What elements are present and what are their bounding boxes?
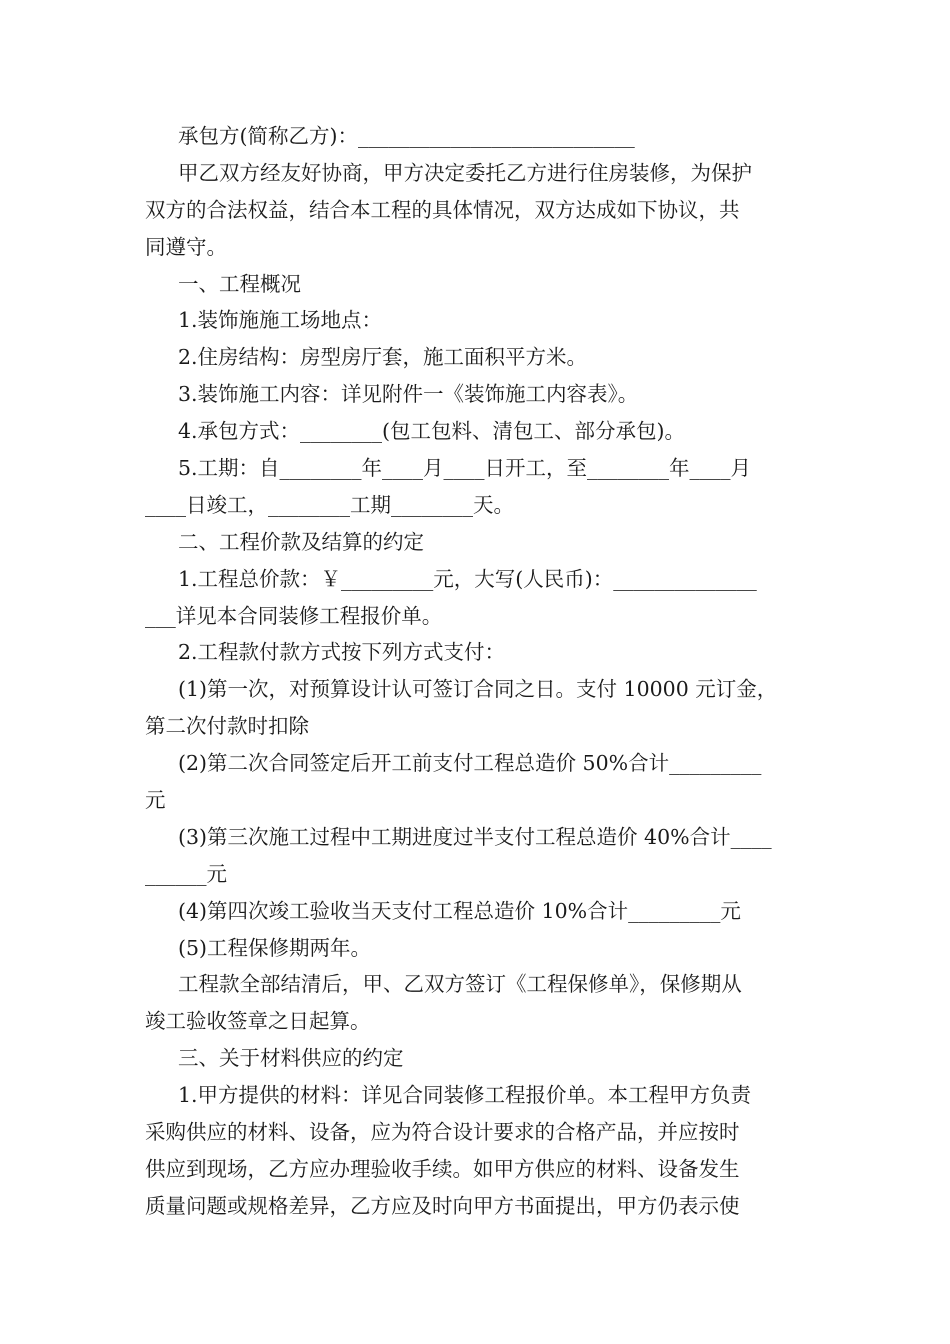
clause-2-1-line-2: ___详见本合同装修工程报价单。 — [145, 603, 443, 628]
clause-3-1-line-3: 供应到现场，乙方应办理验收手续。如甲方供应的材料、设备发生 — [145, 1156, 740, 1181]
clause-1-4: 4.承包方式：________(包工包料、清包工、部分承包)。 — [178, 419, 686, 444]
clause-1-5-line-1: 5.工期：自________年____月____日开工，至________年____月 — [178, 456, 752, 481]
clause-1-1: 1.装饰施施工场地点： — [178, 308, 383, 333]
warranty-line-1: 工程款全部结清后，甲、乙双方签订《工程保修单》，保修期从 — [178, 972, 742, 997]
payment-5: (5)工程保修期两年。 — [178, 935, 372, 960]
contractor-name-line: 承包方(简称乙方)：___________________________ — [178, 124, 635, 148]
section-heading-1: 一、工程概况 — [178, 271, 301, 296]
clause-2-1-line-1: 1.工程总价款：￥_________元，大写(人民币)：______________ — [178, 566, 757, 591]
payment-4: (4)第四次竣工验收当天支付工程总造价 10%合计_________元 — [178, 898, 741, 923]
clause-1-3: 3.装饰施工内容：详见附件一《装饰施工内容表》。 — [178, 382, 639, 407]
preamble-line-1: 甲乙双方经友好协商，甲方决定委托乙方进行住房装修，为保护 — [178, 160, 752, 185]
payment-1-line-1: (1)第一次，对预算设计认可签订合同之日。支付 10000 元订金， — [178, 677, 778, 702]
payment-3-line-2: ______元 — [145, 861, 227, 886]
clause-3-1-line-4: 质量问题或规格差异，乙方应及时向甲方书面提出，甲方仍表示使 — [145, 1193, 740, 1218]
section-heading-2: 二、工程价款及结算的约定 — [178, 529, 424, 554]
contract-page — [145, 118, 810, 1225]
payment-2-line-1: (2)第二次合同签定后开工前支付工程总造价 50%合计_________ — [178, 751, 762, 776]
clause-1-2: 2.住房结构：房型房厅套，施工面积平方米。 — [178, 345, 588, 370]
clause-3-1-line-2: 采购供应的材料、设备，应为符合设计要求的合格产品，并应按时 — [145, 1120, 740, 1145]
clause-3-1-line-1: 1.甲方提供的材料：详见合同装修工程报价单。本工程甲方负责 — [178, 1083, 752, 1108]
payment-1-line-2: 第二次付款时扣除 — [145, 714, 309, 739]
section-heading-3: 三、关于材料供应的约定 — [178, 1046, 404, 1071]
payment-3-line-1: (3)第三次施工过程中工期进度过半支付工程总造价 40%合计____ — [178, 824, 772, 849]
warranty-line-2: 竣工验收签章之日起算。 — [145, 1009, 371, 1034]
preamble-line-3: 同遵守。 — [145, 234, 227, 259]
clause-2-2: 2.工程款付款方式按下列方式支付： — [178, 640, 506, 665]
preamble-line-2: 双方的合法权益，结合本工程的具体情况，双方达成如下协议，共 — [145, 197, 740, 222]
payment-2-line-2: 元 — [145, 788, 166, 813]
clause-1-5-line-2: ____日竣工，________工期________天。 — [145, 492, 514, 517]
